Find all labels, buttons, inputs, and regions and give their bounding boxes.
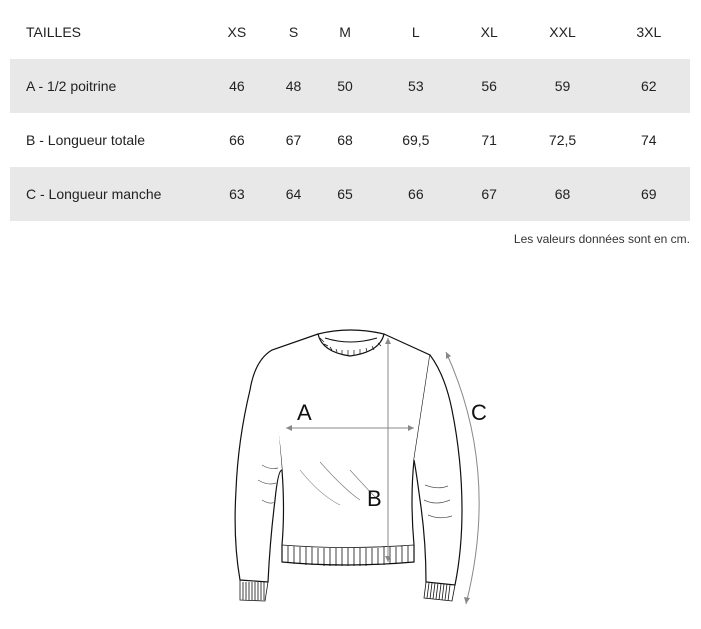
measure-b-label: B	[367, 486, 382, 511]
table-cell: 62	[608, 59, 690, 113]
table-cell: 50	[319, 59, 371, 113]
table-cell: 59	[517, 59, 607, 113]
table-cell: 69	[608, 167, 690, 221]
units-note: Les valeurs données sont en cm.	[513, 232, 690, 246]
size-header-xxl: XXL	[549, 24, 576, 40]
table-cell: 71	[481, 132, 497, 148]
size-header-xl: XL	[480, 24, 498, 40]
table-cell: 56	[461, 59, 518, 113]
table-cell: 68	[517, 167, 607, 221]
table-cell: 66	[229, 132, 245, 148]
table-cell: 53	[371, 59, 461, 113]
table-cell: 68	[337, 132, 353, 148]
table-cell: 46	[206, 59, 268, 113]
table-cell: 67	[285, 132, 302, 148]
table-cell: 48	[268, 59, 320, 113]
table-cell: 72,5	[548, 132, 577, 148]
sweater-body-outline	[267, 334, 430, 565]
size-header-s: S	[288, 24, 299, 40]
measure-c-label: C	[471, 400, 487, 425]
measure-a-label: A	[297, 400, 312, 425]
size-header-m: M	[339, 24, 351, 40]
table-cell: 64	[268, 167, 320, 221]
table-cell: 69,5	[402, 132, 430, 148]
size-header-xs: XS	[227, 24, 247, 40]
table-cell: 67	[461, 167, 518, 221]
row-label: C - Longueur manche	[10, 167, 206, 221]
size-header-l: L	[411, 24, 420, 40]
size-header-label: TAILLES	[26, 24, 81, 40]
table-cell: 66	[371, 167, 461, 221]
size-header-3xl: 3XL	[636, 24, 662, 40]
left-cuff-ribbing	[240, 580, 268, 601]
row-label: A - 1/2 poitrine	[10, 59, 206, 113]
table-cell: 74	[641, 132, 657, 148]
measure-c-arrow-bottom	[464, 597, 470, 604]
table-cell: 63	[206, 167, 268, 221]
table-cell: 65	[319, 167, 371, 221]
row-label: B - Longueur totale	[26, 132, 146, 148]
